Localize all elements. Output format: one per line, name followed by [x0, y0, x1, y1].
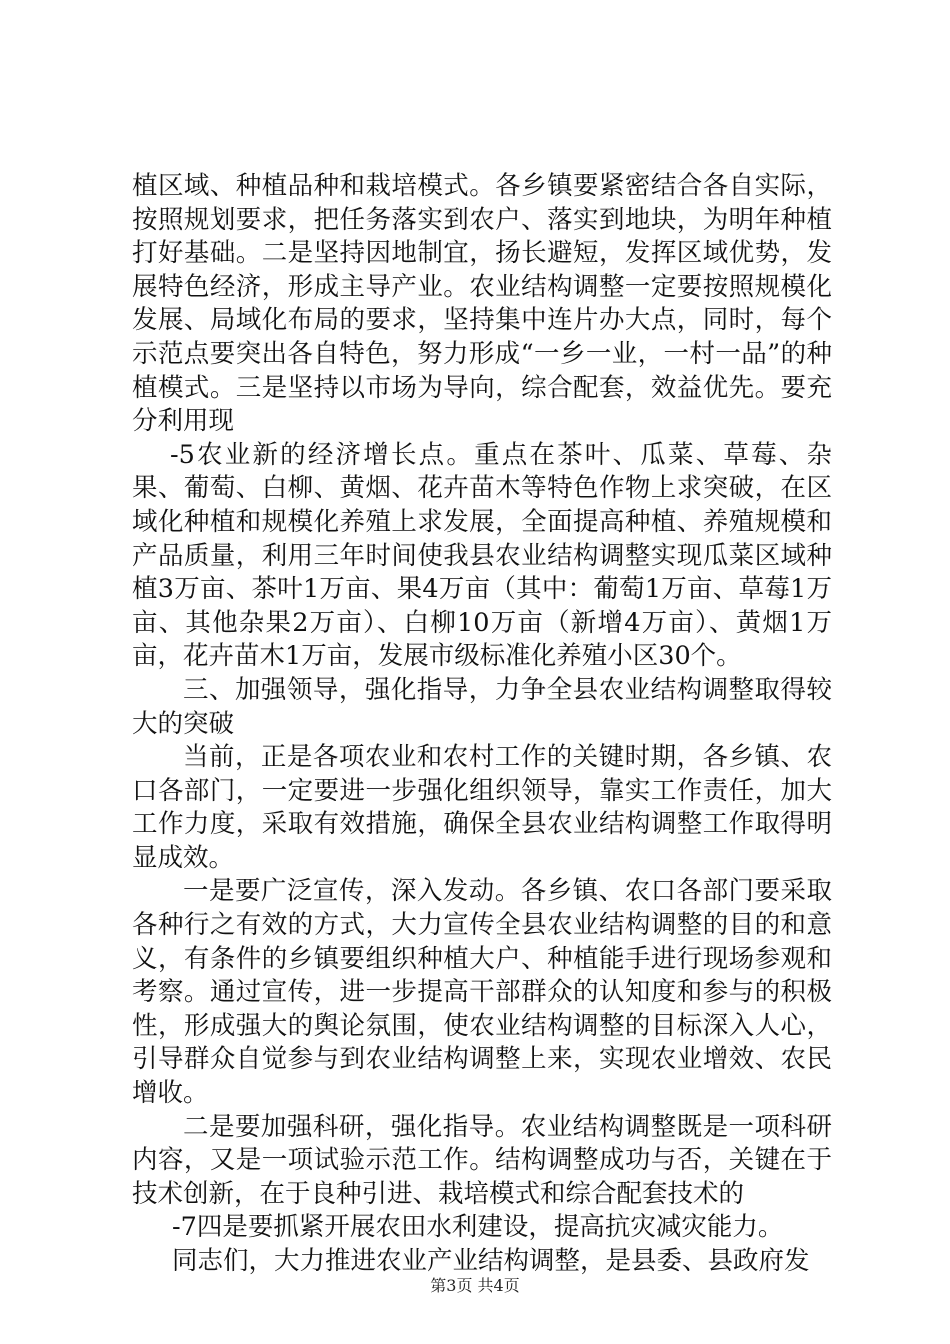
paragraph-6: -7四是要抓紧开展农田水利建设，提高抗灾减灾能力。 — [172, 1212, 784, 1243]
page-footer — [0, 1276, 950, 1296]
paragraph-3: 当前，正是各项农业和农村工作的关键时期，各乡镇、农口各部门，一定要进一步强化组织领导，靠实工作责任，加大工作力度，采取有效措施，确保全县农业结构调整工作取得明显成效。 — [132, 742, 832, 873]
paragraph-2: -5农业新的经济增长点。重点在茶叶、瓜菜、草莓、杂果、葡萄、白柳、黄烟、花卉苗木等特色作物上求突破，在区域化种植和规模化养殖上求发展，全面提高种植、养殖规模和产品质量，利用三年时间使我县农业结构调整实现瓜菜区域种植3万亩、茶叶1万亩、果4万亩（其中：葡萄1万亩、草莓1万亩、其他杂果2万亩）、白柳10万亩（新增4万亩）、黄烟1万亩，花卉苗木1万亩，发展市级标准化养殖小区30个。 — [132, 439, 832, 672]
paragraph-5: 二是要加强科研，强化指导。农业结构调整既是一项科研内容，又是一项试验示范工作。结构调整成功与否，关键在于技术创新，在于良种引进、栽培模式和综合配套技术的 — [132, 1111, 832, 1209]
section-heading-3: 三、加强领导，强化指导，力争全县农业结构调整取得较大的突破 — [132, 674, 832, 739]
paragraph-7: 同志们，大力推进农业产业结构调整，是县委、县政府发 — [172, 1246, 810, 1276]
document-body — [132, 170, 832, 1279]
paragraph-1: 植区域、种植品种和栽培模式。各乡镇要紧密结合各自实际，按照规划要求，把任务落实到农户、落实到地块，为明年种植打好基础。二是坚持因地制宜，扬长避短，发挥区域优势，发展特色经济，形成主导产业。农业结构调整一定要按照规模化发展、局域化布局的要求，坚持集中连片办大点，同时，每个示范点要突出各自特色，努力形成“一乡一业，一村一品”的种植模式。三是坚持以市场为导向，综合配套，效益优先。要充分利用现 — [132, 171, 832, 437]
page-number-label: 第3页 共4页 — [430, 1276, 520, 1295]
paragraph-4: 一是要广泛宣传，深入发动。各乡镇、农口各部门要采取各种行之有效的方式，大力宣传全县农业结构调整的目的和意义，有条件的乡镇要组织种植大户、种植能手进行现场参观和考察。通过宣传，进一步提高干部群众的认知度和参与的积极性，形成强大的舆论氛围，使农业结构调整的目标深入人心，引导群众自觉参与到农业结构调整上来，实现农业增效、农民增收。 — [132, 876, 832, 1109]
